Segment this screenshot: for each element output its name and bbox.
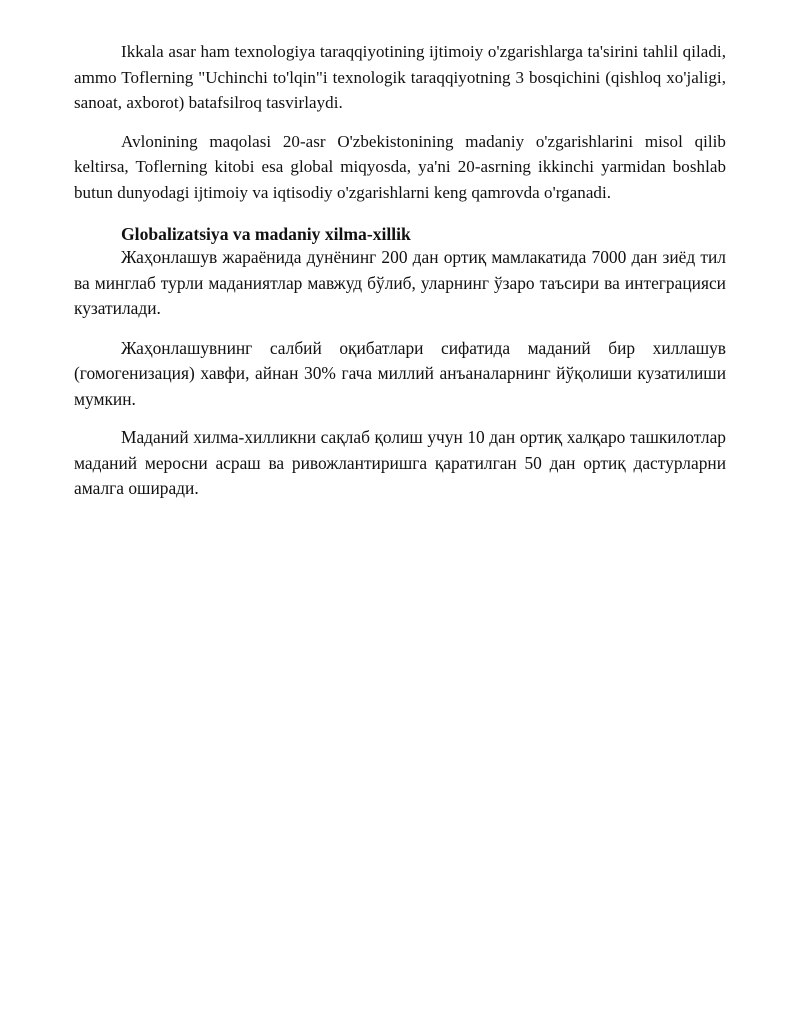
- paragraph-globalization-languages: Жаҳонлашув жараёнида дунёнинг 200 дан ортиқ мамлакатида 7000 дан зиёд тил ва минглаб турли маданиятлар мавжуд бўлиб, уларнинг ўзаро таъсири ва интеграцияси кузатилади.: [74, 247, 726, 318]
- document-page: [74, 39, 726, 502]
- paragraph-preservation-programs: Маданий хилма-хилликни сақлаб қолиш учун 10 дан ортиқ халқаро ташкилотлар маданий меросни асраш ва ривожлантиришга қаратилган 50 дан ортиқ дастурларни амалга оширади.: [74, 427, 726, 498]
- paragraph-globalization-risks: Жаҳонлашувнинг салбий оқибатлари сифатида маданий бир хиллашув (гомогенизация) хавфи, айнан 30% гача миллий анъаналарнинг йўқолиши кузатилиши мумкин.: [74, 337, 726, 409]
- paragraph-toffler-comparison: Ikkala asar ham texnologiya taraqqiyotining ijtimoiy o'zgarishlarga ta'sirini tahlil qiladi, ammo Toflerning "Uchinchi to'lqin"i texnologik taraqqiyotning 3 bosqichini (qishloq xo'jaligi, sanoat, axborot) batafsilroq tasvirlaydi.: [74, 42, 726, 112]
- paragraph-avloniy-comparison: Avlonining maqolasi 20-asr O'zbekistonining madaniy o'zgarishlarini misol qilib keltirsa, Toflerning kitobi esa global miqyosda, ya'ni 20-asrning ikkinchi yarmidan boshlab butun dunyodagi ijtimoiy va iqtisodiy o'zgarishlarni keng qamrovda o'rganadi.: [74, 131, 726, 202]
- section-heading: Globalizatsiya va madaniy xilma-xillik: [121, 224, 411, 244]
